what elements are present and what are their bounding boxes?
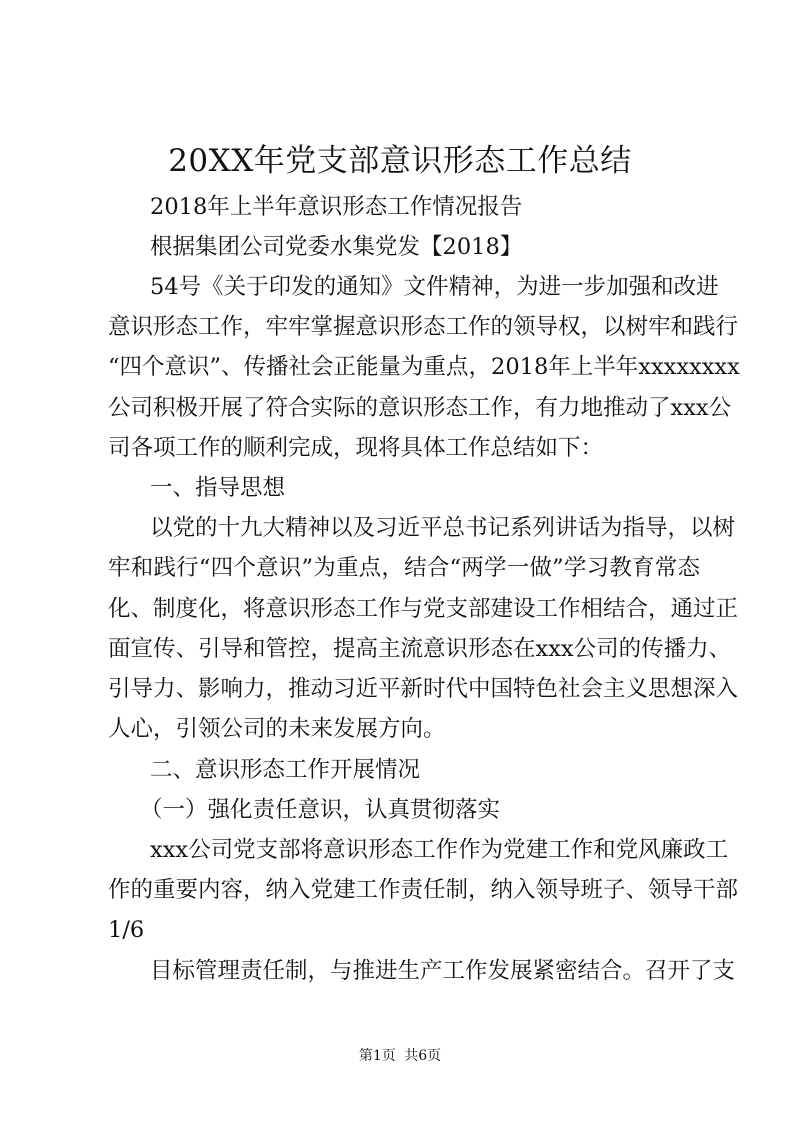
page-total: 共6页 bbox=[404, 1048, 442, 1064]
text-line: 化、制度化，将意识形态工作与党支部建设工作相结合，通过正 bbox=[108, 596, 739, 622]
text-line: 以党的十九大精神以及习近平总书记系列讲话为指导，以树 bbox=[150, 515, 736, 541]
text-line: xxx公司党支部将意识形态工作作为党建工作和党风廉政工 bbox=[150, 837, 729, 863]
page-footer bbox=[0, 1046, 800, 1066]
text-line: 司各项工作的顺利完成，现将具体工作总结如下： bbox=[108, 435, 604, 461]
document-title: 20XX年党支部意识形态工作总结 bbox=[168, 143, 632, 179]
text-line: 人心，引领公司的未来发展方向。 bbox=[108, 716, 446, 742]
text-line: 意识形态工作，牢牢掌握意识形态工作的领导权，以树牢和践行 bbox=[108, 314, 739, 340]
text-line: 根据集团公司党委水集党发【2018】 bbox=[150, 234, 523, 260]
text-line: “四个意识”、传播社会正能量为重点，2018年上半年xxxxxxxx bbox=[108, 354, 740, 380]
text-line: 牢和践行“四个意识”为重点，结合“两学一做”学习教育常态 bbox=[108, 555, 700, 581]
text-line: 面宣传、引导和管控，提高主流意识形态在xxx公司的传播力、 bbox=[108, 636, 732, 662]
section-heading-work-situation: 二、意识形态工作开展情况 bbox=[150, 757, 421, 783]
text-line: 作的重要内容，纳入党建工作责任制，纳入领导班子、领导干部 bbox=[108, 877, 739, 903]
subtitle-report: 2018年上半年意识形态工作情况报告 bbox=[150, 194, 523, 220]
page-fraction-marker: 1/6 bbox=[108, 917, 145, 943]
text-line: 公司积极开展了符合实际的意识形态工作，有力地推动了xxx公 bbox=[108, 395, 732, 421]
text-line: 54号《关于印发的通知》文件精神，为进一步加强和改进 bbox=[150, 274, 719, 300]
page-number: 第1页 bbox=[358, 1048, 396, 1064]
text-line: 引导力、影响力，推动习近平新时代中国特色社会主义思想深入 bbox=[108, 676, 739, 702]
subsection-heading: （一）强化责任意识，认真贯彻落实 bbox=[140, 797, 501, 823]
section-heading-guiding-thought: 一、指导思想 bbox=[150, 475, 286, 501]
text-line: 目标管理责任制，与推进生产工作发展紧密结合。召开了支 bbox=[150, 958, 736, 984]
